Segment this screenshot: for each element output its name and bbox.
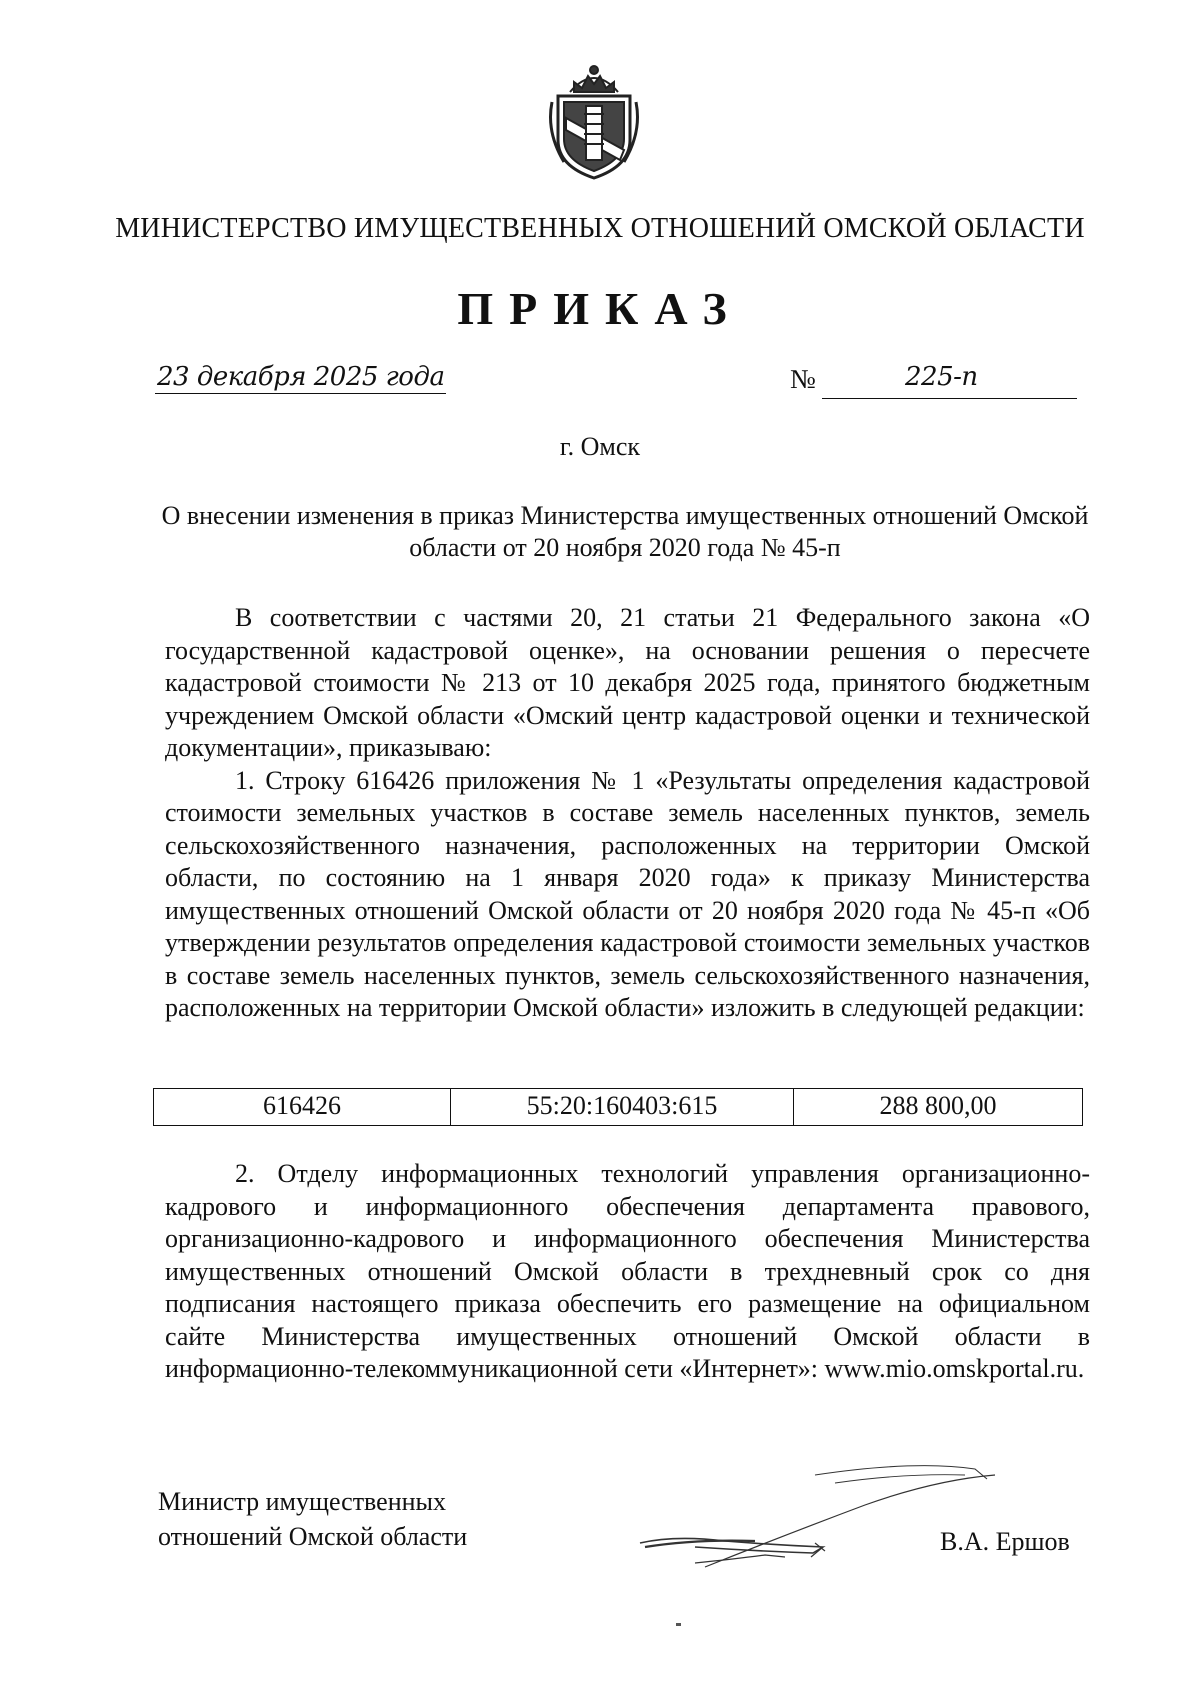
order-number: 225-п — [905, 362, 978, 392]
city: г. Омск — [559, 432, 641, 461]
body-part-2 — [165, 1158, 1090, 1386]
paragraph-preamble: В соответствии с частями 20, 21 статьи 21 Федерального закона «О государственной кадастровой оценке», на основании решения о пересчете кадастровой стоимости № 213 от 10 декабря 2025 года, принятого бюджетным учреждением Омской области «Омский центр кадастровой оценки и технической документации», приказываю: — [165, 603, 1090, 762]
table-cell-row-number: 616426 — [154, 1089, 451, 1125]
table-cell-cadastral-value: 288 800,00 — [879, 1091, 997, 1120]
scan-speck — [676, 1623, 681, 1626]
signer-name: В.А. Ершов — [940, 1527, 1070, 1556]
signer-position-line1: Министр имущественных — [158, 1487, 447, 1516]
paragraph-item-2: 2. Отделу информационных технологий управления организационно-кадрового и информационного обеспечения департамента правового, организационно-кадрового и информационного обеспечения Министерства имущественных отношений Омской области в трехдневный срок со дня подписания настоящего приказа обеспечить его размещение на официальном сайте Министерства имущественных отношений Омской области в информационно-телекоммуникационной сети «Интернет»: www.mio.omskportal.ru. — [165, 1159, 1090, 1383]
order-number-line — [822, 398, 1077, 399]
order-date — [155, 362, 446, 392]
order-number-label: № — [790, 364, 816, 394]
signer-position — [158, 1484, 467, 1554]
signer-position-line2: отношений Омской области — [158, 1522, 468, 1551]
order-date-text: 23 декабря 2025 года — [157, 362, 445, 392]
coat-of-arms-icon — [540, 62, 648, 182]
document-type: ПРИКАЗ — [457, 283, 743, 334]
ministry-name: МИНИСТЕРСТВО ИМУЩЕСТВЕННЫХ ОТНОШЕНИЙ ОМСКОЙ ОБЛАСТИ — [115, 213, 1085, 244]
order-title: О внесении изменения в приказ Министерства имущественных отношений Омской области от 20 ноября 2020 года № 45-п — [161, 501, 1089, 562]
cadastral-table-row — [153, 1088, 1083, 1126]
handwritten-signature — [635, 1455, 1075, 1575]
body-part-1 — [165, 602, 1090, 1025]
paragraph-item-1: 1. Строку 616426 приложения № 1 «Результаты определения кадастровой стоимости земельных участков в составе земель населенных пунктов, земель сельскохозяйственного назначения, расположенных на территории Омской области, по состоянию на 1 января 2020 года» к приказу Министерства имущественных отношений Омской области от 20 ноября 2020 года № 45-п «Об утверждении результатов определения кадастровой стоимости земельных участков в составе земель населенных пунктов, земель сельскохозяйственного назначения, расположенных на территории Омской области» изложить в следующей редакции: — [165, 765, 1090, 1022]
table-cell-cadastral-number: 55:20:160403:615 — [451, 1089, 794, 1125]
